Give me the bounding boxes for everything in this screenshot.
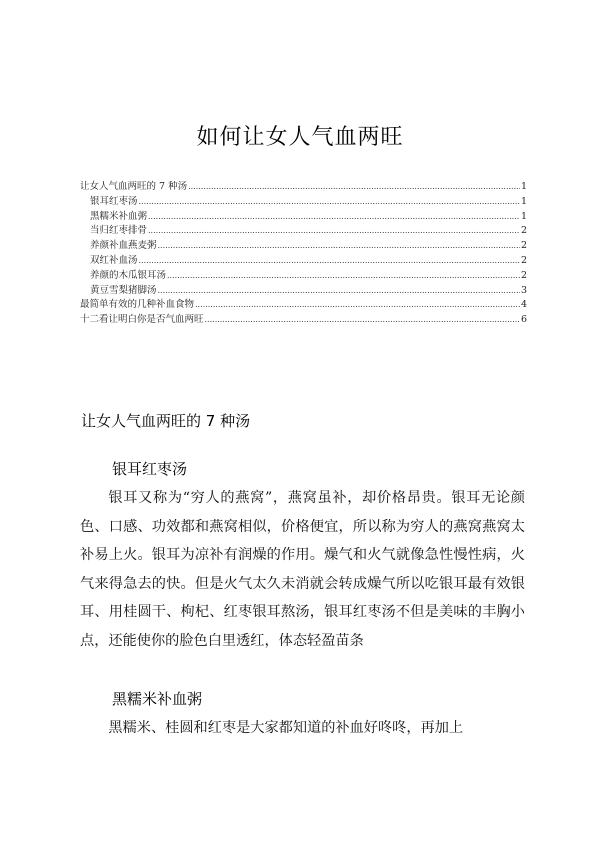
toc-entry-page: 2 — [520, 269, 527, 281]
toc-entry-page: 2 — [520, 240, 527, 252]
toc-leader — [148, 210, 520, 225]
toc-entry-label: 最简单有效的几种补血食物 — [80, 299, 195, 311]
section-heading: 让女人气血两旺的 7 种汤 — [81, 412, 251, 430]
body-paragraph-yiner-hongzao: 银耳又称为“穷人的燕窝”，燕窝虽补，却价格昂贵。银耳无论颜色、口感、功效都和燕窝相似，价格便宜，所以称为穷人的燕窝燕窝太补易上火。银耳为凉补有润燥的作用。燥气和火气就像急性慢性病，火气来得急去的快。但是火气太久未消就会转成燥气所以吃银耳最有效银耳、用桂圆干、枸杞、红枣银耳熬汤，银耳红枣汤不但是美味的丰胸小点，还能使你的脸色白里透红，体态轻盈苗条 — [80, 490, 525, 649]
toc-entry-page: 1 — [520, 210, 527, 222]
toc-entry-label: 黄豆雪梨猪脚汤 — [90, 284, 157, 296]
toc-leader — [148, 224, 520, 239]
toc-entry[interactable] — [80, 239, 527, 254]
toc-entry[interactable] — [80, 284, 527, 299]
toc-entry[interactable] — [80, 224, 527, 239]
body-paragraph-heinuomi: 黑糯米、桂圆和红枣是大家都知道的补血好咚咚，再加上 — [108, 720, 464, 736]
toc-entry-label: 十二看让明白你是否气血两旺 — [80, 314, 204, 326]
toc-leader — [205, 313, 520, 328]
toc-leader — [139, 195, 520, 210]
toc-entry[interactable] — [80, 210, 527, 225]
toc-entry-label: 黑糯米补血粥 — [90, 210, 148, 222]
toc-entry-page: 6 — [520, 314, 527, 326]
subsection-heading-heinuomi: 黑糯米补血粥 — [112, 690, 203, 708]
toc-leader — [158, 284, 520, 299]
toc-leader — [139, 254, 520, 269]
toc-entry[interactable] — [80, 254, 527, 269]
toc-entry[interactable] — [80, 195, 527, 210]
toc-entry[interactable] — [80, 313, 527, 328]
table-of-contents — [80, 180, 527, 328]
toc-leader — [167, 269, 520, 284]
toc-entry[interactable] — [80, 269, 527, 284]
toc-entry-label: 养颜补血燕麦粥 — [90, 240, 157, 252]
toc-leader — [158, 239, 520, 254]
toc-leader — [188, 180, 520, 195]
subsection-heading-yiner-hongzao: 银耳红枣汤 — [112, 460, 188, 478]
toc-entry-page: 2 — [520, 254, 527, 266]
toc-entry-page: 1 — [520, 181, 527, 192]
document-title: 如何让女人气血两旺 — [196, 125, 404, 150]
toc-entry-label: 银耳红枣汤 — [90, 195, 138, 207]
toc-entry-label: 双红补血汤 — [90, 254, 138, 266]
toc-entry-label: 养颜的木瓜银耳汤 — [90, 269, 167, 281]
toc-entry-page: 1 — [520, 195, 527, 207]
toc-leader — [195, 298, 520, 313]
toc-entry-page: 2 — [520, 225, 527, 237]
toc-entry-label: 让女人气血两旺的 7 种汤 — [80, 181, 188, 192]
toc-entry[interactable] — [80, 298, 527, 313]
toc-entry[interactable] — [80, 180, 527, 195]
toc-entry-page: 4 — [520, 299, 527, 311]
toc-entry-page: 3 — [520, 284, 527, 296]
toc-entry-label: 当归红枣排骨 — [90, 225, 148, 237]
